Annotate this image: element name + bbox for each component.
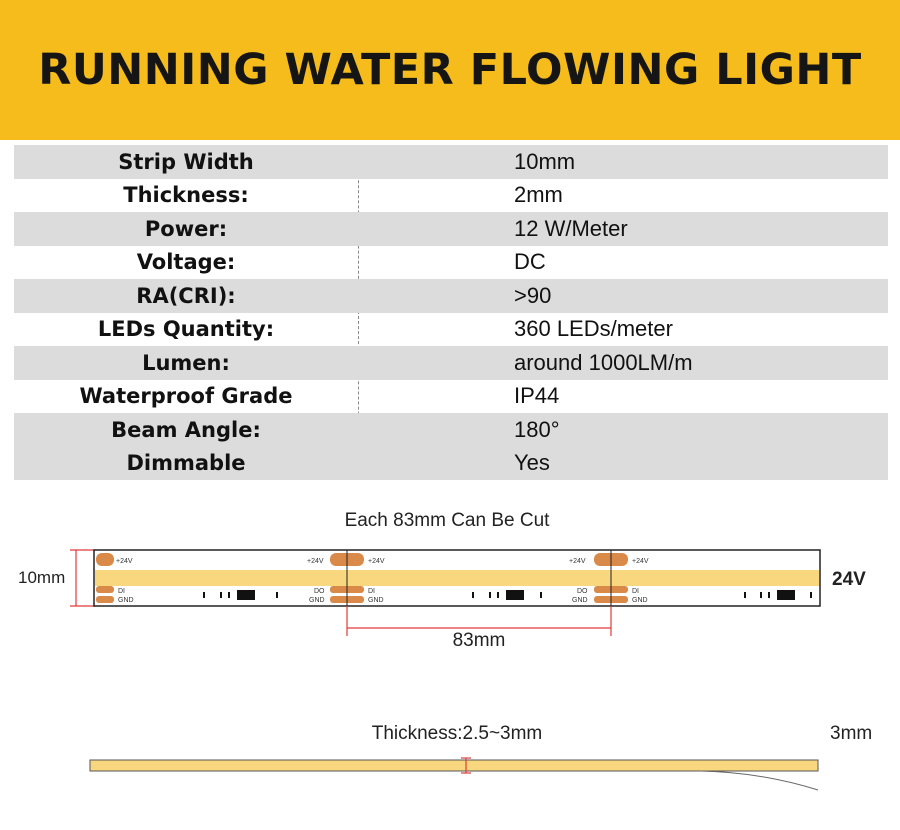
spec-value: 12 W/Meter: [514, 215, 628, 241]
spec-value: around 1000LM/m: [514, 349, 693, 375]
spec-value: IP44: [514, 383, 560, 409]
segment-dim-label: 83mm: [452, 630, 506, 651]
spec-label: RA(CRI):: [136, 283, 236, 308]
svg-text:GND: GND: [632, 597, 648, 604]
spec-label: Strip Width: [118, 149, 254, 174]
svg-text:GND: GND: [572, 597, 588, 604]
svg-text:GND: GND: [309, 597, 325, 604]
cob-light-band: [95, 570, 819, 586]
thickness-note: Thickness:2.5~3mm: [371, 723, 543, 744]
spec-value: DC: [514, 249, 546, 275]
strip-side-view: [90, 758, 818, 790]
svg-text:DI: DI: [368, 588, 375, 595]
spec-label: Lumen:: [142, 350, 230, 375]
svg-text:+24V: +24V: [569, 558, 586, 565]
svg-text:DI: DI: [632, 588, 639, 595]
page-title: RUNNING WATER FLOWING LIGHT: [38, 45, 862, 95]
svg-text:+24V: +24V: [368, 558, 385, 565]
spec-label: Beam Angle:: [111, 417, 261, 442]
spec-value: 180°: [514, 416, 560, 442]
thickness-dim-label: 3mm: [830, 723, 873, 744]
svg-text:DO: DO: [577, 588, 588, 595]
spec-label: Thickness:: [123, 183, 249, 208]
voltage-label: 24V: [832, 569, 866, 590]
spec-label: Power:: [144, 216, 228, 241]
spec-value: 10mm: [514, 148, 576, 174]
cut-note: Each 83mm Can Be Cut: [344, 510, 550, 531]
svg-text:DI: DI: [118, 588, 125, 595]
segment-dimension: [347, 606, 611, 651]
spec-value: 360 LEDs/meter: [514, 316, 673, 342]
width-dim-label: 10mm: [18, 568, 66, 587]
spec-label: LEDs Quantity:: [97, 317, 275, 342]
spec-label: Waterproof Grade: [79, 384, 293, 409]
spec-value: 2mm: [514, 182, 563, 208]
spec-label: Voltage:: [136, 250, 236, 275]
width-dimension: [18, 550, 95, 606]
spec-label: Dimmable: [126, 451, 246, 476]
spec-value: Yes: [514, 450, 550, 476]
svg-text:+24V: +24V: [632, 558, 649, 565]
spec-value: >90: [514, 282, 552, 308]
svg-text:GND: GND: [118, 597, 134, 604]
svg-text:+24V: +24V: [307, 558, 324, 565]
svg-text:DO: DO: [314, 588, 325, 595]
svg-text:GND: GND: [368, 597, 384, 604]
svg-text:+24V: +24V: [116, 558, 133, 565]
